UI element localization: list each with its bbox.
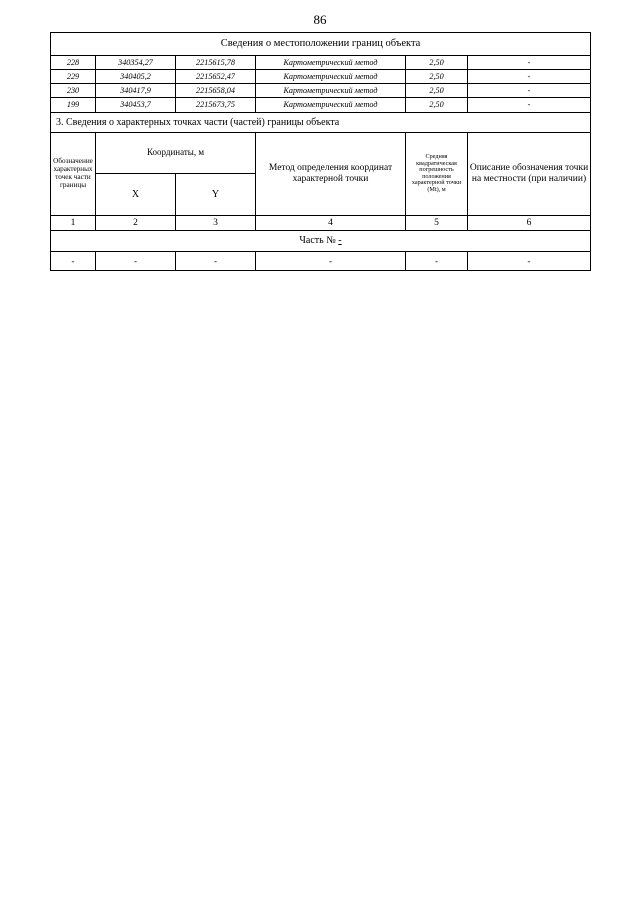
column-number-2: 2 (96, 215, 176, 231)
point-number: 199 (51, 98, 96, 112)
point-number: 228 (51, 55, 96, 69)
point-y: 2215615,78 (176, 55, 256, 69)
table-row (51, 84, 591, 98)
boundary-information-table (50, 32, 591, 271)
point-method: Картометрический метод (256, 98, 406, 112)
point-x: 340354,27 (96, 55, 176, 69)
column-number-6: 6 (468, 215, 591, 231)
column-number-4: 4 (256, 215, 406, 231)
header-error: Средняя квадратическая погрешность положения характерной точки (Мt), м (406, 132, 468, 215)
header-coordinates: Координаты, м (96, 132, 256, 173)
point-x: 340405,2 (96, 69, 176, 83)
column-number-1: 1 (51, 215, 96, 231)
part-label-value: - (338, 235, 342, 247)
header-description: Описание обозначения точки на местности (при наличии) (468, 132, 591, 215)
point-error: 2,50 (406, 55, 468, 69)
table-row (51, 69, 591, 83)
table-title: Сведения о местоположении границ объекта (51, 33, 591, 56)
point-description: - (468, 84, 591, 98)
header-y: Y (176, 173, 256, 215)
header-x: X (96, 173, 176, 215)
point-y: 2215652,47 (176, 69, 256, 83)
point-x: 340453,7 (96, 98, 176, 112)
point-number: 229 (51, 69, 96, 83)
empty-cell-6: - (468, 251, 591, 270)
point-y: 2215673,75 (176, 98, 256, 112)
point-method: Картометрический метод (256, 69, 406, 83)
column-number-5: 5 (406, 215, 468, 231)
table-row (51, 55, 591, 69)
section-title-row (51, 112, 591, 132)
empty-cell-2: - (96, 251, 176, 270)
empty-cell-3: - (176, 251, 256, 270)
table-row (51, 251, 591, 270)
section-title: 3. Сведения о характерных точках части (частей) границы объекта (51, 112, 591, 132)
point-description: - (468, 55, 591, 69)
point-method: Картометрический метод (256, 55, 406, 69)
part-label-row (51, 231, 591, 251)
column-number-3: 3 (176, 215, 256, 231)
table-row (51, 98, 591, 112)
point-y: 2215658,04 (176, 84, 256, 98)
point-error: 2,50 (406, 84, 468, 98)
point-x: 340417,9 (96, 84, 176, 98)
table-header-row (51, 132, 591, 173)
empty-cell-1: - (51, 251, 96, 270)
point-number: 230 (51, 84, 96, 98)
point-error: 2,50 (406, 69, 468, 83)
header-method: Метод определения координат характерной точки (256, 132, 406, 215)
table-title-row (51, 33, 591, 56)
point-description: - (468, 69, 591, 83)
part-label-prefix: Часть № (299, 235, 339, 247)
page-number: 86 (313, 12, 327, 27)
header-point-designation: Обозначение характерных точек части границы (51, 132, 96, 215)
point-method: Картометрический метод (256, 84, 406, 98)
empty-cell-4: - (256, 251, 406, 270)
column-number-row (51, 215, 591, 231)
empty-cell-5: - (406, 251, 468, 270)
point-error: 2,50 (406, 98, 468, 112)
part-label (51, 231, 591, 251)
point-description: - (468, 98, 591, 112)
